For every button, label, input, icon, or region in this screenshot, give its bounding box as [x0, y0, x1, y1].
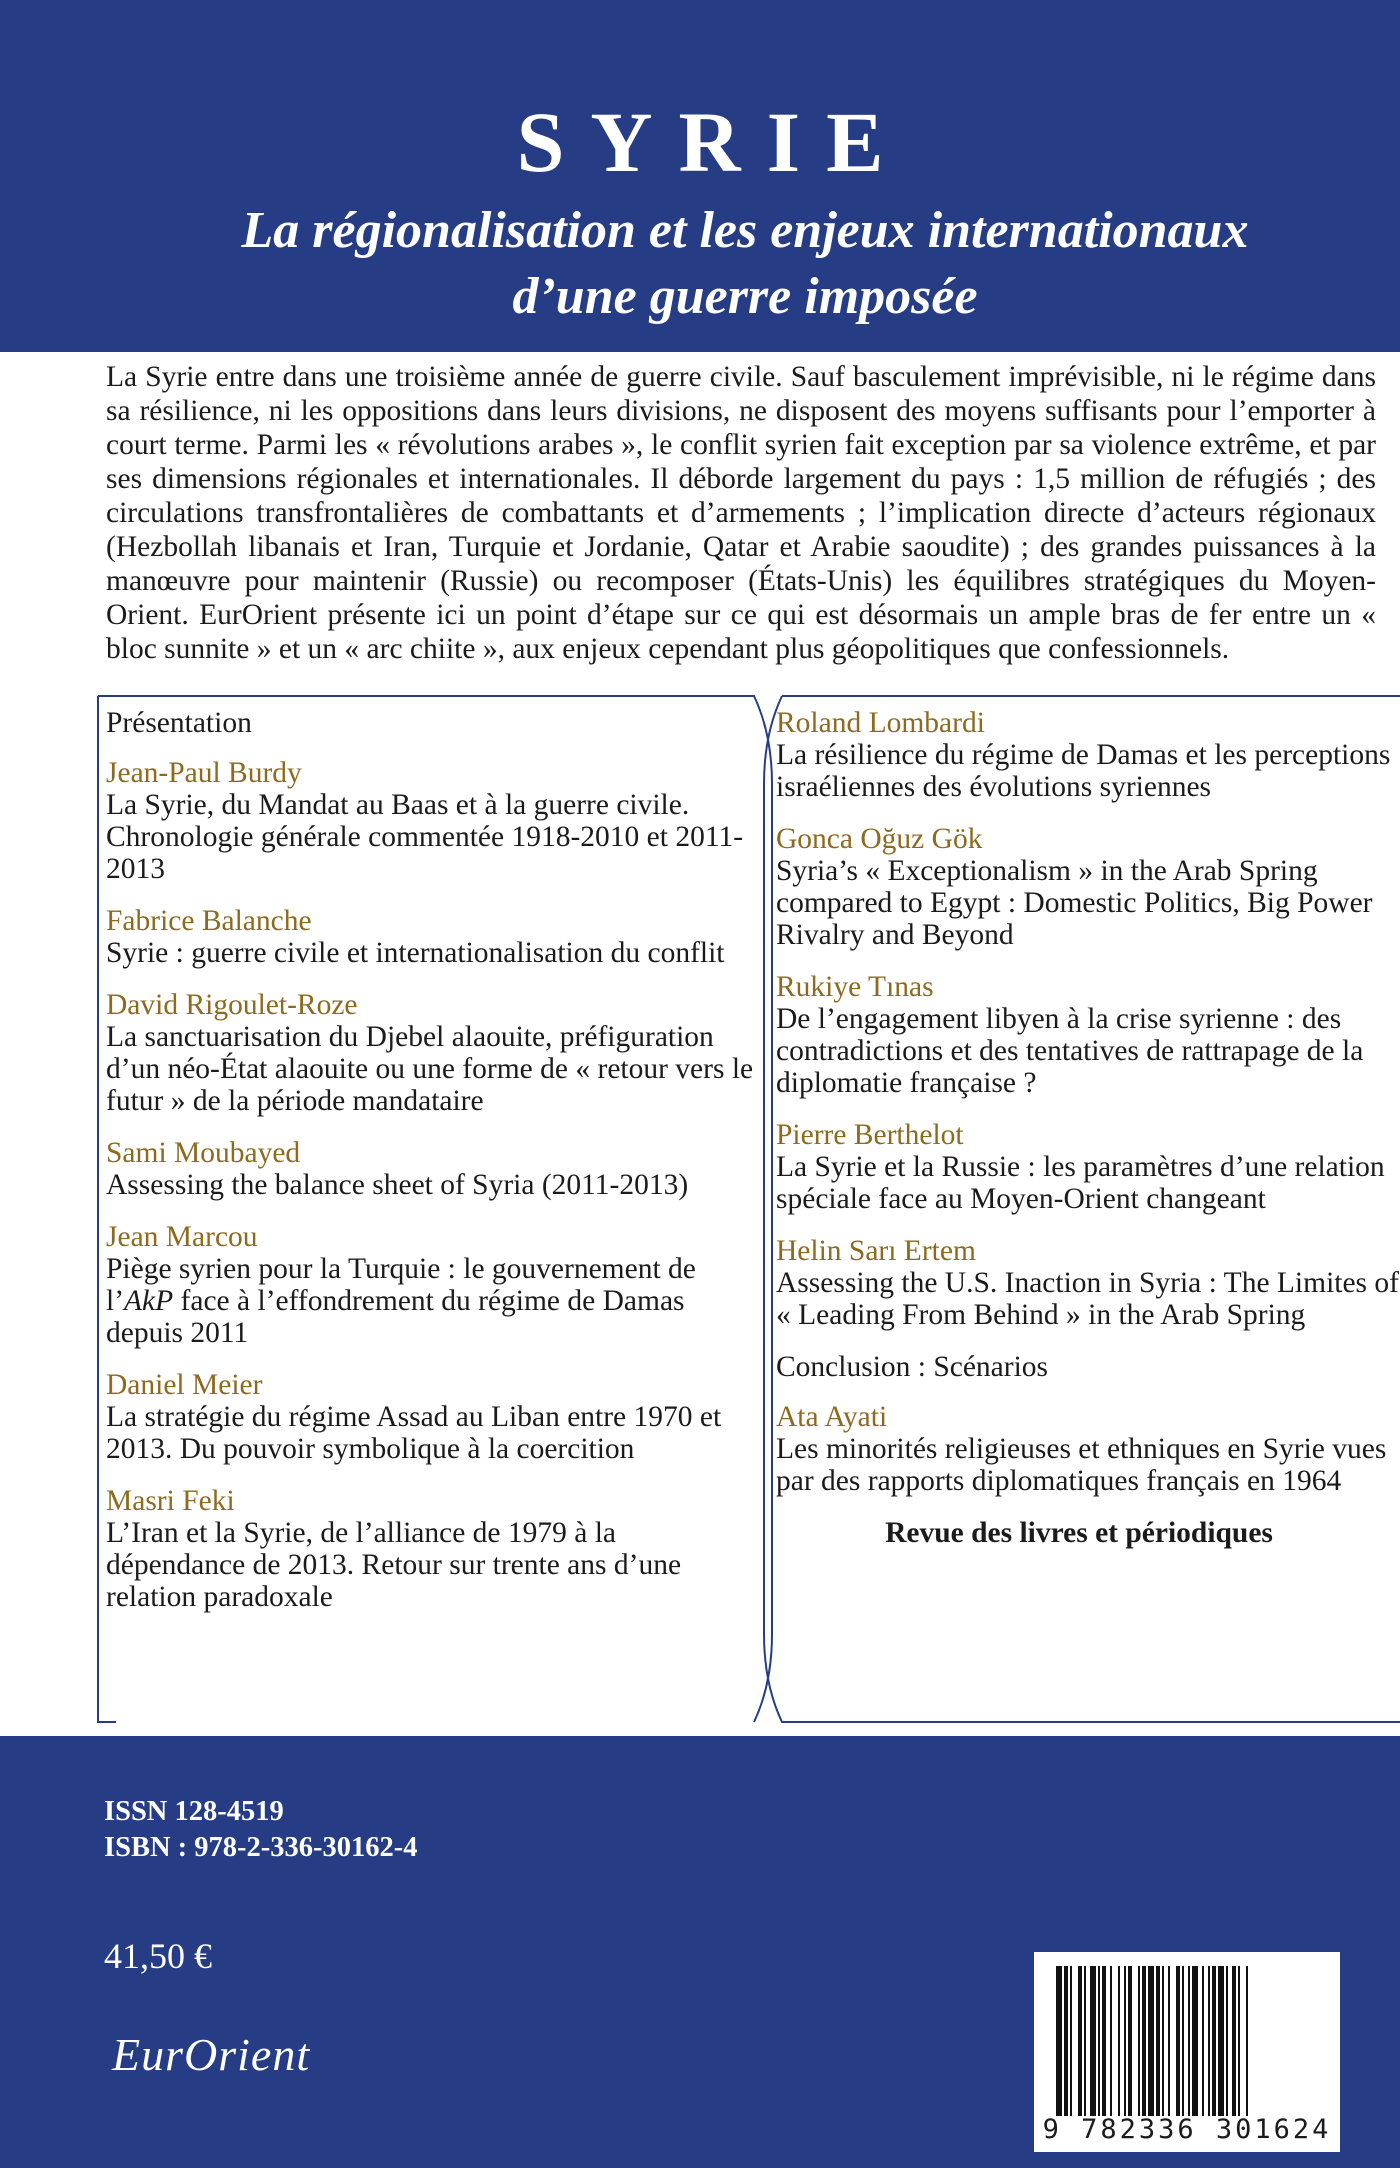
entry-author: Roland Lombardi	[776, 707, 985, 739]
entry-author: Daniel Meier	[106, 1369, 263, 1401]
barcode-bar	[1070, 1966, 1072, 2116]
contents-entry	[106, 1485, 756, 1613]
barcode-bar	[1064, 1966, 1068, 2116]
entry-title: La sanctuarisation du Djebel alaouite, préfiguration d’un néo-État alaouite ou une forme de « retour vers le futur » de la période mandataire	[106, 1021, 754, 1117]
entry-author: Sami Moubayed	[106, 1137, 301, 1169]
barcode-bar	[1238, 1966, 1240, 2116]
barcode-bar	[1118, 1966, 1120, 2116]
subtitle-line-2: d’une guerre imposée	[512, 268, 978, 325]
entry-title-part: face à l’effondrement du régime de Damas depuis 2011	[106, 1285, 685, 1349]
entry-author: Rukiye Tınas	[776, 971, 934, 1003]
contents-entry	[106, 1137, 756, 1201]
entry-title: La stratégie du régime Assad au Liban entre 1970 et 2013. Du pouvoir symbolique à la coercition	[106, 1401, 722, 1465]
contents-entry	[776, 707, 1400, 803]
entry-title: Les minorités religieuses et ethniques en Syrie vues par des rapports diplomatiques français en 1964	[776, 1433, 1387, 1497]
entry-title: La Syrie et la Russie : les paramètres d’une relation spéciale face au Moyen-Orient changeant	[776, 1151, 1385, 1215]
page-title: SYRIE	[516, 94, 910, 190]
barcode-bar	[1110, 1966, 1112, 2116]
entry-title: De l’engagement libyen à la crise syrienne : des contradictions et des tentatives de rattrapage de la diplomatie française ?	[776, 1003, 1364, 1099]
barcode-bar	[1090, 1966, 1096, 2116]
barcode-bar	[1162, 1966, 1164, 2116]
barcode-bar	[1212, 1966, 1216, 2116]
entry-author: Jean-Paul Burdy	[106, 757, 302, 789]
entry-author: Jean Marcou	[106, 1221, 258, 1253]
barcode-bar	[1128, 1966, 1132, 2116]
barcode-bar	[1142, 1966, 1146, 2116]
contents-left-column	[106, 707, 756, 1633]
barcode-bar	[1218, 1966, 1224, 2116]
subtitle-line-1: La régionalisation et les enjeux internationaux	[241, 202, 1249, 259]
barcode-bar	[1098, 1966, 1100, 2116]
contents-entry	[106, 1221, 756, 1349]
barcode-bar	[1156, 1966, 1160, 2116]
contents-entry	[106, 989, 756, 1117]
barcode-bar	[1168, 1966, 1170, 2116]
contents-right-column	[776, 707, 1400, 1549]
barcode-bar	[1188, 1966, 1190, 2116]
presentation-item: Présentation	[106, 707, 252, 739]
issn: ISSN 128-4519	[104, 1796, 284, 1827]
contents-entry	[106, 757, 756, 885]
barcode-bar	[1226, 1966, 1228, 2116]
review-heading: Revue des livres et périodiques	[885, 1517, 1273, 1549]
entry-title: L’Iran et la Syrie, de l’alliance de 1979 à la dépendance de 2013. Retour sur trente ans d’une relation paradoxale	[106, 1517, 682, 1613]
entry-title: Syrie : guerre civile et internationalisation du conflit	[106, 937, 725, 969]
entry-title: Assessing the balance sheet of Syria (2011-2013)	[106, 1169, 689, 1201]
contents-entry	[776, 1235, 1400, 1331]
publisher-logo: EurOrient	[112, 2029, 311, 2080]
contents-entry	[776, 971, 1400, 1099]
barcode-bar	[1208, 1966, 1210, 2116]
price: 41,50 €	[104, 1936, 212, 1976]
barcode-bar	[1078, 1966, 1082, 2116]
subtitle	[0, 198, 1400, 330]
barcode-bar	[1202, 1966, 1204, 2116]
barcode-bar	[1192, 1966, 1198, 2116]
contents-entry	[776, 823, 1400, 951]
entry-author: Masri Feki	[106, 1485, 235, 1517]
barcode-bar	[1246, 1966, 1248, 2116]
barcode-bar	[1176, 1966, 1180, 2116]
identifiers	[104, 1794, 418, 1866]
barcode-bar	[1182, 1966, 1184, 2116]
isbn: ISBN : 978-2-336-30162-4	[104, 1832, 418, 1863]
entry-author: Helin Sarı Ertem	[776, 1235, 976, 1267]
contents-entry	[106, 905, 756, 969]
entry-title	[106, 1253, 756, 1349]
entry-author: Pierre Berthelot	[776, 1119, 964, 1151]
intro-paragraph: La Syrie entre dans une troisième année de guerre civile. Sauf basculement imprévisible, ni le régime dans sa résilience, ni les oppositions dans leurs divisions, ne disposent des moyens suffisants pour l’emporter à court terme. Parmi les « révolutions arabes », le conflit syrien fait exception par sa violence extrême, et par ses dimensions régionales et internationales. Il déborde largement du pays : 1,5 million de réfugiés ; des circulations transfrontalières de combattants et d’armements ; l’implication directe d’acteurs régionaux (Hezbollah libanais et Iran, Turquie et Jordanie, Qatar et Arabie saoudite) ; des grandes puissances à la manœuvre pour maintenir (Russie) ou recomposer (États-Unis) les équilibres stratégiques du Moyen-Orient. EurOrient présente ici un point d’étape sur ce qui est désormais un ample bras de fer entre un « bloc sunnite » et un « arc chiite », aux enjeux cependant plus géopolitiques que confessionnels.	[106, 361, 1376, 665]
conclusion-item: Conclusion : Scénarios	[776, 1351, 1049, 1383]
contents-entry	[106, 1369, 756, 1465]
barcode-bar	[1056, 1966, 1062, 2116]
barcode-bar	[1084, 1966, 1086, 2116]
barcode-bar	[1102, 1966, 1106, 2116]
entry-title-italic: AkP	[124, 1285, 174, 1317]
barcode-bar	[1148, 1966, 1154, 2116]
barcode-bar	[1232, 1966, 1236, 2116]
entry-title-part: Piège syrien pour la Turquie : le gouvernement de l’	[106, 1253, 696, 1317]
entry-title: La Syrie, du Mandat au Baas et à la guerre civile. Chronologie générale commentée 1918-2010 et 2011-2013	[106, 789, 744, 885]
entry-author: Ata Ayati	[776, 1401, 888, 1433]
entry-author: Gonca Oğuz Gök	[776, 823, 983, 855]
barcode-bar	[1138, 1966, 1140, 2116]
entry-author: David Rigoulet-Roze	[106, 989, 358, 1021]
entry-title: Assessing the U.S. Inaction in Syria : The Limites of « Leading From Behind » in the Arab Spring	[776, 1267, 1399, 1331]
barcode-digits: 9 782336 301624	[1042, 2114, 1332, 2145]
contents-entry	[776, 1401, 1400, 1497]
contents-entry	[776, 1119, 1400, 1215]
entry-author: Fabrice Balanche	[106, 905, 312, 937]
barcode-bar	[1124, 1966, 1126, 2116]
entry-title: La résilience du régime de Damas et les perceptions israéliennes des évolutions syriennes	[776, 739, 1391, 803]
entry-title: Syria’s « Exceptionalism » in the Arab Spring compared to Egypt : Domestic Politics, Big Power Rivalry and Beyond	[776, 855, 1373, 951]
